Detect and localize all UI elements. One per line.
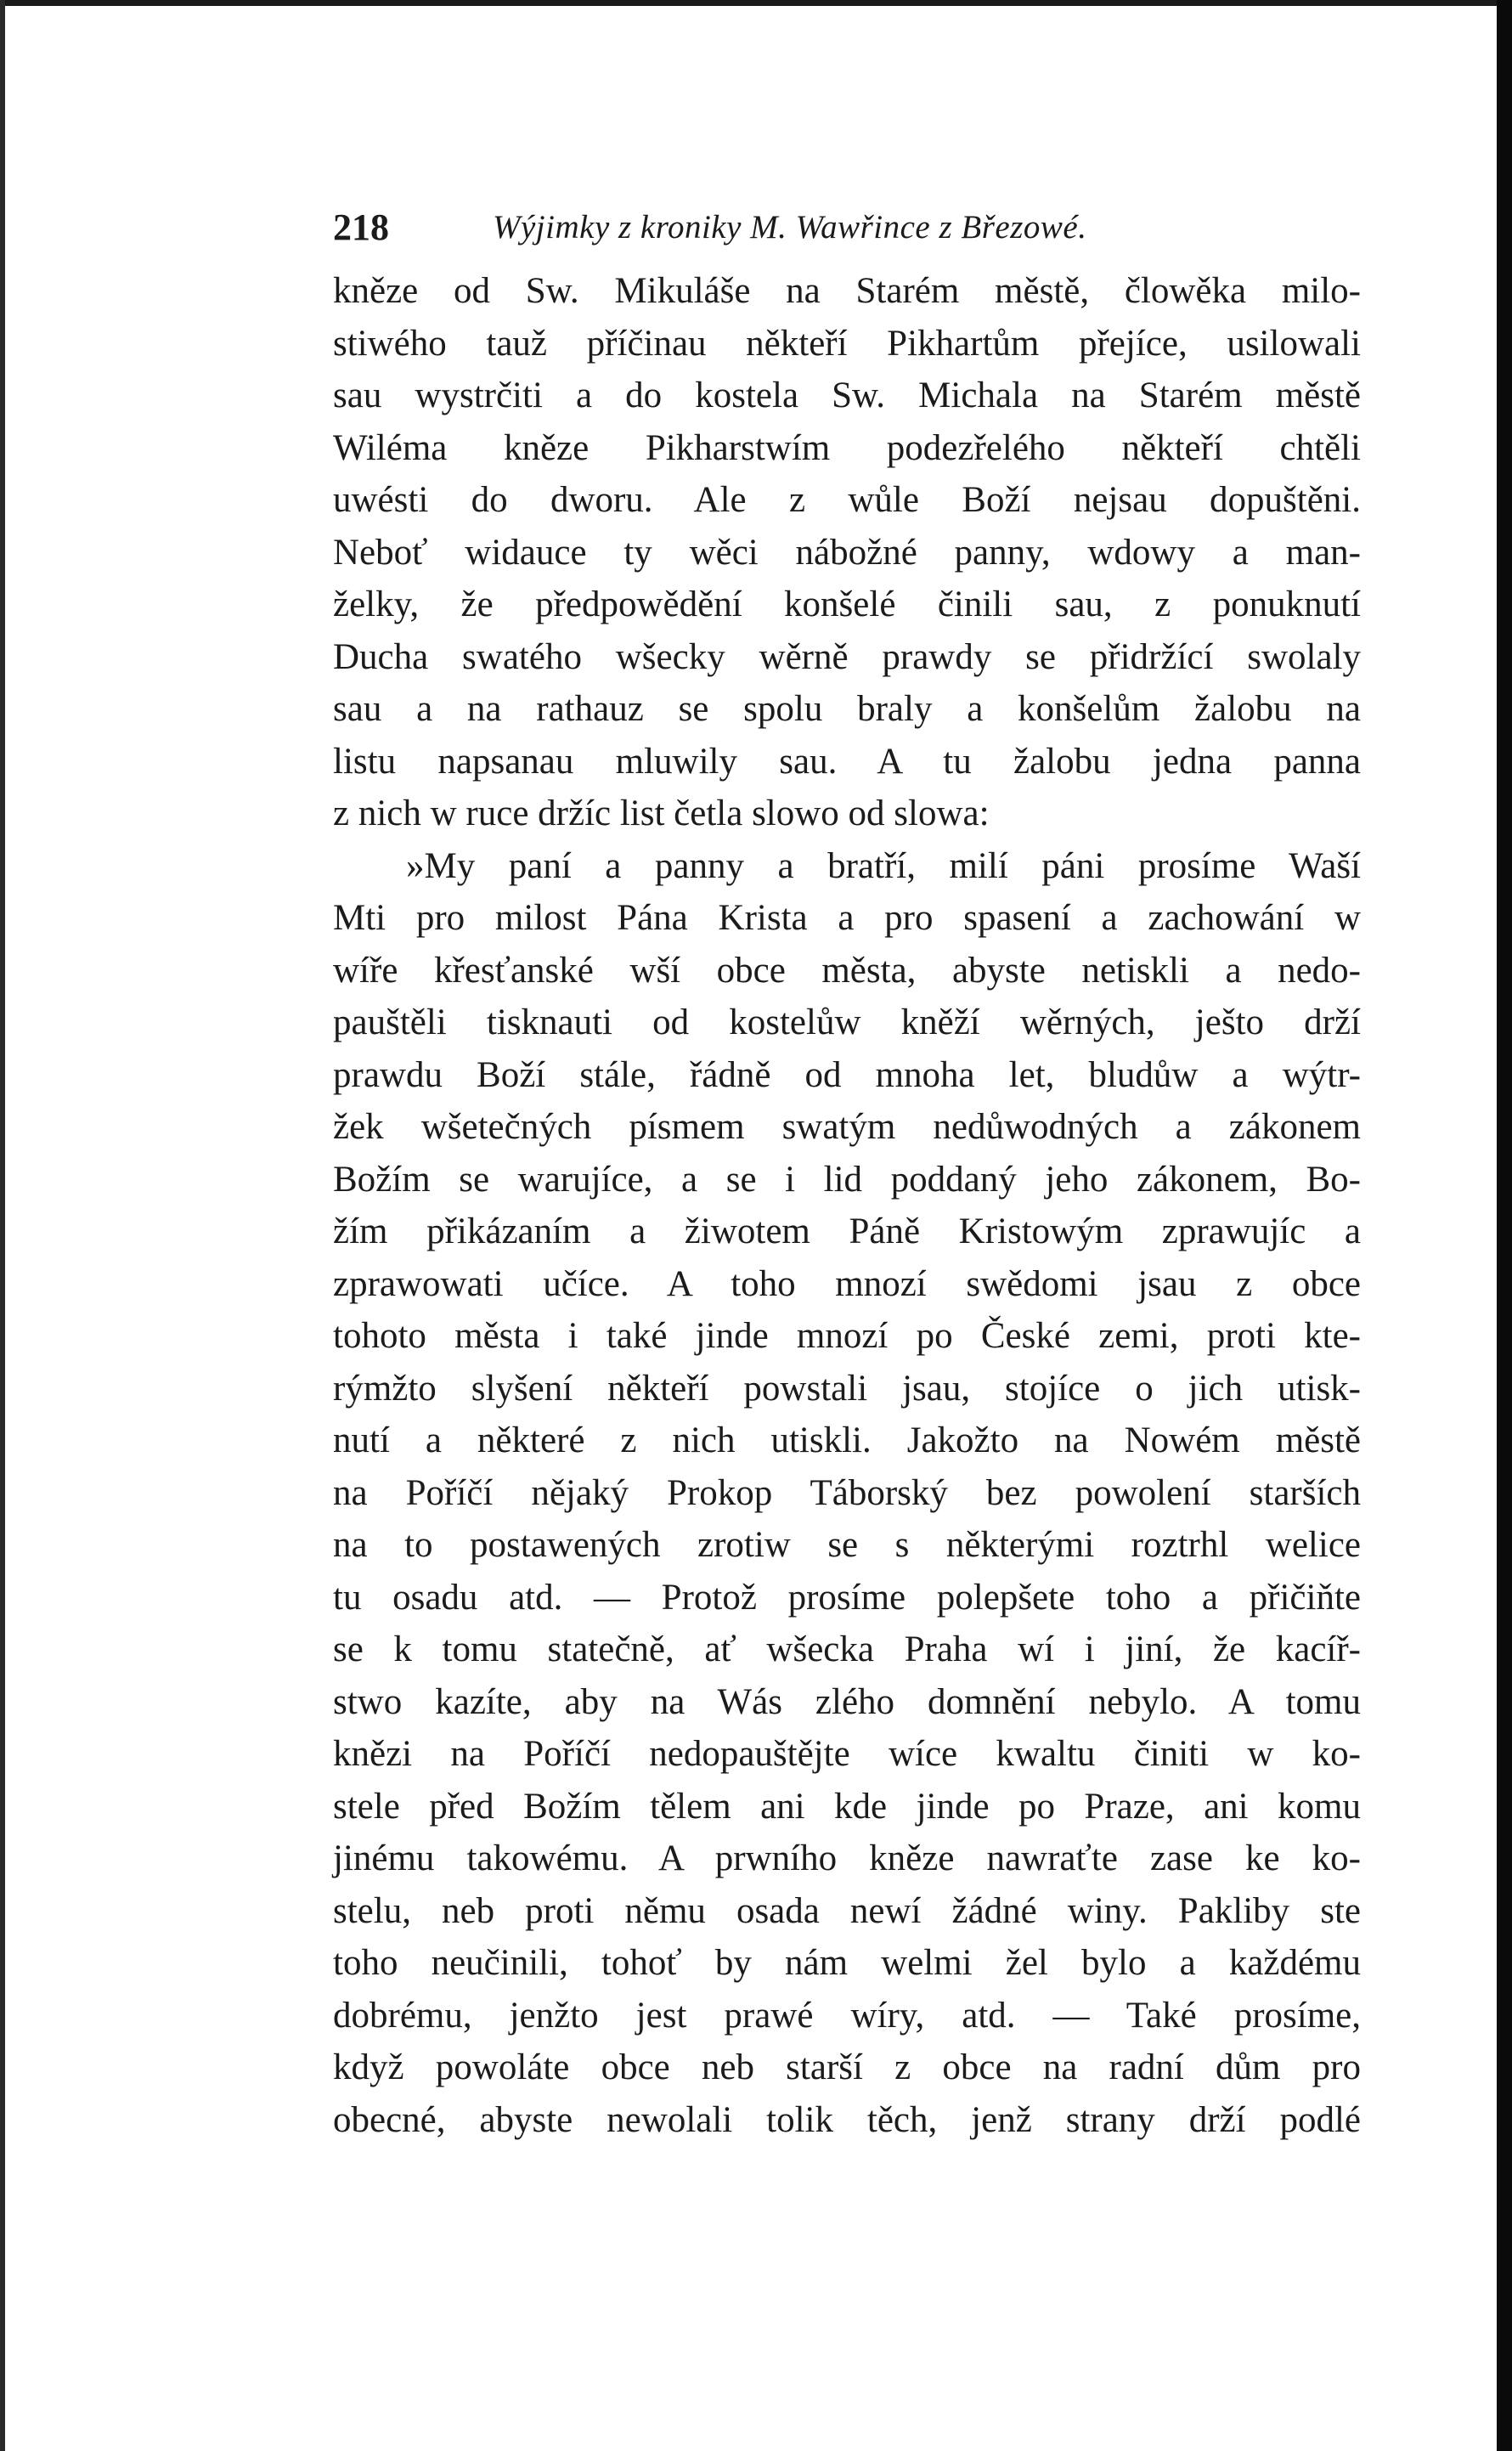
text-line: se k tomu statečně, ať wšecka Praha wí i jiní, že kacíř- bbox=[333, 1629, 1361, 1669]
text-line: Neboť widauce ty wěci nábožné panny, wdowy a man- bbox=[333, 532, 1361, 573]
scan-border-top bbox=[0, 0, 1512, 6]
text-line: nutí a některé z nich utiskli. Jakožto na Nowém městě bbox=[333, 1420, 1361, 1460]
text-line: sau a na rathauz se spolu braly a konšelům žalobu na bbox=[333, 689, 1361, 729]
text-line: rýmžto slyšení někteří powstali jsau, stojíce o jich utisk- bbox=[333, 1368, 1361, 1409]
text-line: sau wystrčiti a do kostela Sw. Michala na Starém městě bbox=[333, 376, 1361, 415]
text-line: »My paní a panny a bratří, milí páni prosíme Waší bbox=[406, 845, 1361, 886]
text-line: Božím se warujíce, a se i lid poddaný jeho zákonem, Bo- bbox=[333, 1159, 1361, 1200]
text-line: na to postawených zrotiw se s některými roztrhl welice bbox=[333, 1525, 1361, 1565]
text-line: želky, že předpowědění konšelé činili sau, z ponuknutí bbox=[333, 585, 1361, 624]
text-line: stwo kazíte, aby na Wás zlého domnění nebylo. A tomu bbox=[333, 1681, 1361, 1722]
text-line: prawdu Boží stále, řádně od mnoha let, bludůw a wýtr- bbox=[333, 1054, 1361, 1095]
body-text bbox=[333, 265, 1361, 2146]
text-line: na Poříčí nějaký Prokop Táborský bez powolení starších bbox=[333, 1472, 1361, 1513]
text-line: Ducha swatého wšecky wěrně prawdy se přidržící swolaly bbox=[333, 636, 1361, 677]
page-number: 218 bbox=[333, 206, 389, 248]
text-line: žek wšetečných písmem swatým nedůwodných a zákonem bbox=[333, 1107, 1361, 1147]
text-line: z nich w ruce držíc list četla slowo od slowa: bbox=[333, 793, 990, 833]
text-line: dobrému, jenžto jest prawé wíry, atd. — Také prosíme, bbox=[333, 1995, 1361, 2036]
text-line: jinému takowému. A prwního kněze nawraťte zase ke ko- bbox=[333, 1838, 1361, 1878]
text-line: stele před Božím tělem ani kde jinde po Praze, ani komu bbox=[333, 1786, 1361, 1827]
text-line: uwésti do dworu. Ale z wůle Boží nejsau dopuštěni. bbox=[333, 480, 1361, 520]
scan-border-left bbox=[0, 0, 5, 2451]
text-line: zprawowati učíce. A toho mnozí swědomi jsau z obce bbox=[333, 1263, 1361, 1304]
running-title: Wýjimky z kroniky M. Wawřince z Březowé. bbox=[493, 209, 1087, 246]
page-header bbox=[333, 204, 1386, 251]
text-line: Wiléma kněze Pikharstwím podezřelého někteří chtěli bbox=[333, 427, 1361, 468]
text-line: tohoto města i také jinde mnozí po České zemi, proti kte- bbox=[333, 1316, 1361, 1356]
text-line: listu napsanau mluwily sau. A tu žalobu jedna panna bbox=[333, 741, 1361, 782]
text-line: toho neučinili, tohoť by nám welmi žel bylo a každému bbox=[333, 1943, 1361, 1983]
text-line: Mti pro milost Pána Krista a pro spasení a zachowání w bbox=[333, 898, 1361, 938]
scan-border-right bbox=[1497, 0, 1512, 2451]
text-line: kněze od Sw. Mikuláše na Starém městě, člowěka milo- bbox=[333, 271, 1361, 311]
text-line: stiwého tauž příčinau někteří Pikhartům přejíce, usilowali bbox=[333, 323, 1361, 364]
text-line: wíře křesťanské wší obce města, abyste netiskli a nedo- bbox=[333, 950, 1361, 991]
text-line: obecné, abyste newolali tolik těch, jenž strany drží podlé bbox=[333, 2099, 1361, 2140]
text-line: tu osadu atd. — Protož prosíme polepšete toho a přičiňte bbox=[333, 1577, 1361, 1618]
text-line: stelu, neb proti němu osada newí žádné winy. Pakliby ste bbox=[333, 1890, 1361, 1931]
text-line: když powoláte obce neb starší z obce na radní dům pro bbox=[333, 2047, 1361, 2087]
text-line: pauštěli tisknauti od kostelůw kněží wěrných, ješto drží bbox=[333, 1002, 1361, 1042]
text-line: žím přikázaním a žiwotem Páně Kristowým zprawujíc a bbox=[333, 1211, 1361, 1251]
text-line: knězi na Poříčí nedopauštějte wíce kwaltu činiti w ko- bbox=[333, 1734, 1361, 1774]
